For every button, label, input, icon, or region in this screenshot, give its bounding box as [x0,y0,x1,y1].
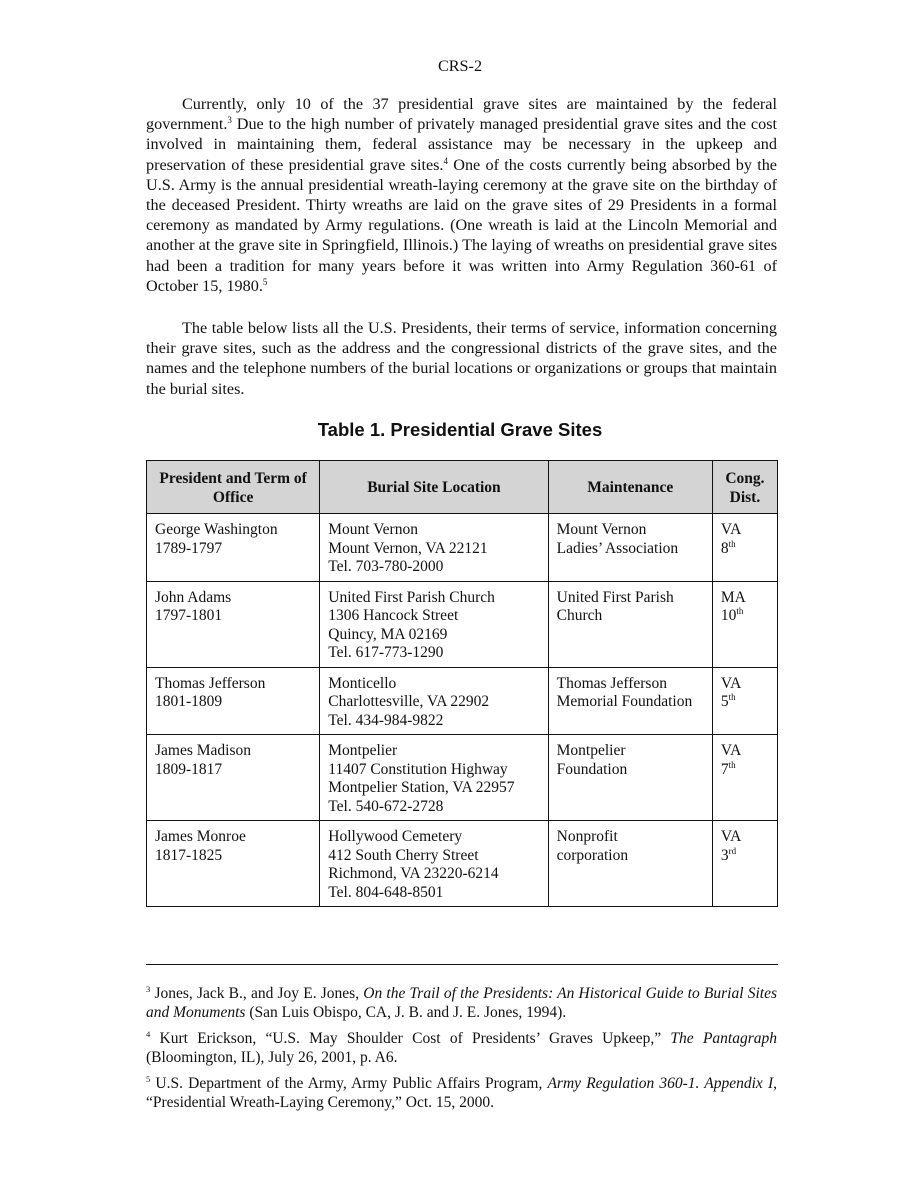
cell-president [147,821,320,907]
district-ordinal-suffix: th [728,759,736,770]
cell-maintenance [548,821,712,907]
district-number: 3 [720,846,729,864]
footnote-number: 3 [146,984,151,994]
burial-site-line: Hollywood Cemetery [328,828,463,845]
district-number: 10 [720,607,737,624]
burial-site-line: Quincy, MA 02169 [328,625,448,643]
district-ordinal-suffix: th [728,692,736,702]
footnote-text: “Presidential Wreath-Laying Ceremony,” Oct. 15, 2000. [146,1094,495,1111]
burial-site-line: Mount Vernon [328,521,418,538]
table-row [147,821,778,907]
district-number-line [721,540,769,559]
district-number: 5 [720,693,729,710]
burial-site-line: Richmond, VA 23220-6214 [328,865,499,882]
burial-site-line: Tel. 540-672-2728 [328,797,444,815]
table-intro-paragraph [146,318,777,399]
header-cong-dist: Cong. Dist. [712,461,777,514]
cell-maintenance [548,667,712,735]
burial-site-line: Tel. 703-780-2000 [328,558,444,575]
burial-site-line: 11407 Constitution Highway [328,760,508,778]
table-row [147,667,778,735]
burial-site-line: Charlottesville, VA 22902 [328,693,490,710]
cell-president [147,735,320,821]
maintenance-line: Thomas Jefferson [556,674,667,692]
maintenance-line: Nonprofit [556,828,618,845]
maintenance-line: Montpelier [556,742,626,759]
district-ordinal-suffix: th [736,606,744,616]
burial-site-line: Tel. 617-773-1290 [328,644,444,661]
burial-site-line: United First Parish Church [328,588,495,606]
para1-sentence-1: Currently, only 10 of the 37 presidential grave sites are maintained by the federal government. [146,95,777,134]
district-number-line [721,847,769,866]
burial-site-line: Montpelier Station, VA 22957 [328,779,515,796]
cell-maintenance [548,735,712,821]
table-body [147,514,778,907]
table-header-row [147,461,778,514]
president-name: James Monroe [155,828,246,845]
footnote-title: Army Regulation 360-1. Appendix I, [547,1075,777,1092]
president-name: James Madison [155,742,252,759]
burial-site-line: 1306 Hancock Street [328,607,459,624]
burial-site-line: 412 South Cherry Street [328,846,479,864]
burial-site-line: Mount Vernon, VA 22121 [328,539,488,557]
table-row [147,514,778,582]
footnote-4 [146,1029,777,1067]
cell-cong-dist [712,514,777,582]
footnote-divider [146,964,778,965]
cell-burial-site [320,581,548,667]
district-number: 8 [720,539,729,557]
cell-burial-site [320,735,548,821]
burial-site-line: Monticello [328,674,397,692]
cell-cong-dist [712,821,777,907]
district-state: MA [720,588,746,606]
maintenance-line: Mount Vernon [556,521,647,538]
footnote-text: (San Luis Obispo, CA, J. B. and J. E. Jones, 1994). [245,1004,567,1021]
cell-president [147,667,320,735]
maintenance-line: Church [556,607,603,624]
para1-sentence-2: Due to the high number of privately managed presidential grave sites and the cost involved in maintaining them, federal assistance may be necessary in the upkeep and preservation of these presidential grave sites. [146,115,777,174]
president-term: 1801-1809 [155,693,223,710]
cell-maintenance [548,514,712,582]
table-caption: Table 1. Presidential Grave Sites [317,419,603,440]
para1-sentence-3: One of the costs currently being absorbed by the U.S. Army is the annual presidential wreath-laying ceremony at the grave site on the birthday of the deceased President. Thirty wreaths are laid on the grave sites of 29 Presidents in a formal ceremony as mandated by Army regulations. (One wreath is laid at the Lincoln Memorial and another at the grave site in Springfield, Illinois.) The laying of wreaths on presidential grave sites had been a tradition for many years before it was written into Army Regulation 360-61 of October 15, 1980. [146,155,777,295]
footnote-text: Kurt Erickson, “U.S. May Shoulder Cost of Presidents’ Graves Upkeep,” [159,1030,671,1047]
footnote-text: (Bloomington, IL), July 26, 2001, p. A6. [146,1049,398,1066]
president-term: 1797-1801 [155,607,223,624]
president-name: Thomas Jefferson [155,674,266,692]
burial-site-line: Tel. 804-648-8501 [328,883,444,901]
maintenance-line: Ladies’ Association [556,539,679,557]
maintenance-line: Memorial Foundation [556,693,693,710]
footnote-3 [146,984,777,1022]
presidential-grave-sites-table [146,460,778,907]
cell-president [147,581,320,667]
table-row [147,581,778,667]
cell-cong-dist [712,735,777,821]
district-ordinal-suffix: th [728,538,736,549]
footnote-ref-4[interactable]: 4 [443,155,448,166]
header-burial-site: Burial Site Location [320,461,548,514]
cell-burial-site [320,821,548,907]
footnote-5 [146,1074,777,1112]
president-term: 1789-1797 [155,539,223,557]
district-ordinal-suffix: rd [728,845,737,856]
district-state: VA [720,521,742,538]
footnote-number: 4 [146,1029,151,1039]
table-row [147,735,778,821]
cell-cong-dist [712,581,777,667]
district-number: 7 [720,760,729,778]
header-president: President and Term of Office [147,461,320,514]
header-maintenance: Maintenance [548,461,712,514]
district-number-line [721,607,769,626]
footnotes-section [146,984,777,1119]
footnote-text: Jones, Jack B., and Joy E. Jones, [154,985,364,1002]
president-term: 1817-1825 [155,846,223,864]
district-state: VA [720,828,742,845]
footnote-ref-5[interactable]: 5 [262,276,268,287]
cell-president [147,514,320,582]
burial-site-line: Tel. 434-984-9822 [328,711,444,729]
district-state: VA [720,674,742,692]
intro-paragraph [146,94,777,296]
cell-burial-site [320,514,548,582]
maintenance-line: United First Parish [556,588,674,606]
cell-cong-dist [712,667,777,735]
page-number-header: CRS-2 [437,57,483,75]
president-name: John Adams [155,588,232,606]
footnote-title: The Pantagraph [670,1030,778,1047]
maintenance-line: corporation [556,846,629,864]
district-state: VA [720,742,742,759]
table-intro-text: The table below lists all the U.S. Presidents, their terms of service, information concerning their grave sites, such as the address and the congressional districts of the grave sites, and the names and the telephone numbers of the burial locations or organizations or groups that maintain the burial sites. [146,319,777,398]
cell-burial-site [320,667,548,735]
district-number-line [721,693,769,712]
footnote-number: 5 [146,1074,151,1084]
cell-maintenance [548,581,712,667]
maintenance-line: Foundation [556,760,628,778]
president-name: George Washington [155,521,278,538]
president-term: 1809-1817 [155,760,223,778]
district-number-line [721,761,769,780]
burial-site-line: Montpelier [328,742,398,759]
footnote-title: On the Trail of the Presidents: An Historical Guide to Burial Sites and Monuments [146,985,777,1021]
footnote-text: U.S. Department of the Army, Army Public Affairs Program, [155,1075,548,1092]
footnote-ref-3[interactable]: 3 [227,115,232,126]
